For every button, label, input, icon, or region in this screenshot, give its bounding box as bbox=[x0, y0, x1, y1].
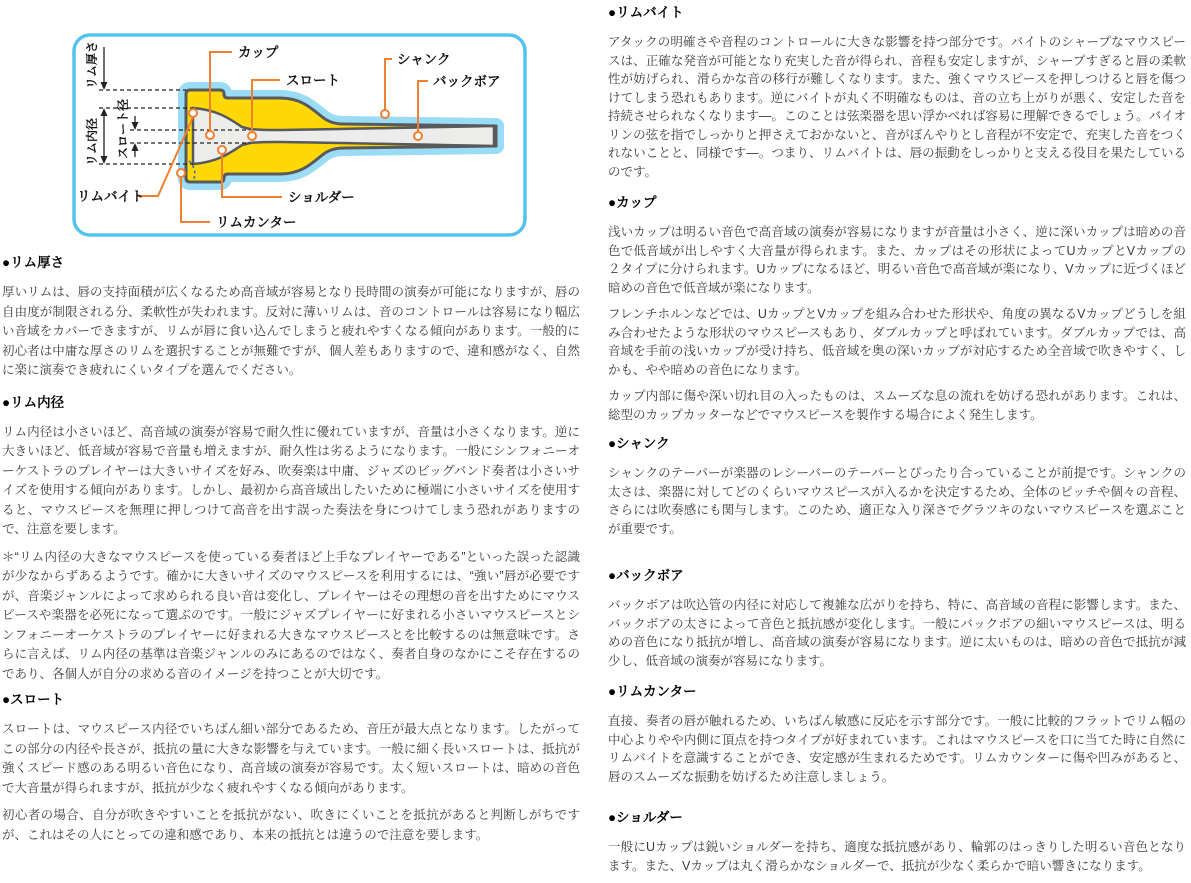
rim-thickness-label: リム厚さ bbox=[85, 40, 99, 89]
section-paragraph: 浅いカップは明るい音色で高音域の演奏が容易になりますが音量は小さく、逆に深いカップは暗めの音色で低音域が出しやすく大音量が得られます。また、カップはその形状によってUカップとVカップの２タイプに分けられます。Uカップになるほど、明るい音色で高音域が楽になり、Vカップに近づくほど暗めの音色で低音域が楽になります。 bbox=[608, 225, 1186, 295]
section-heading: ●バックボア bbox=[608, 568, 684, 583]
section-heading: ●カップ bbox=[608, 195, 657, 210]
section-heading: ●リム内径 bbox=[2, 394, 65, 410]
rim-contour-point bbox=[177, 169, 185, 177]
section-heading: ●シャンク bbox=[608, 436, 670, 451]
section-shank bbox=[608, 436, 1186, 538]
section-paragraph: リム内径は小さいほど、高音域の演奏が容易で耐久性に優れていますが、音量は小さくなります。逆に大きいほど、低音域が容易で音量も増えますが、耐久性は劣るようになります。一般にシンフォニーオーケストラのプレイヤーは大きいサイズを好み、吹奏楽は中庸、ジャズのビッグバンド奏者は小さいサイズを使用する傾向があります。しかし、最初から高音域出したいために極端に小さいサイズを使用すると、マウスピースを無理に押しつけて高音を出す誤った奏法を身につけてしまう恐れがありますので、注意を要します。 bbox=[2, 424, 580, 536]
rim-bite-point bbox=[189, 109, 197, 117]
section-paragraph: カップ内部に傷や深い切れ目の入ったものは、スムーズな息の流れを妨げる恐れがあります。これは、総型のカップカッターなどでマウスピースを製作する場合によく発生します。 bbox=[608, 389, 1186, 422]
section-paragraph: アタックの明確さや音程のコントロールに大きな影響を持つ部分です。バイトのシャープなマウスピースは、正確な発音が可能となり充実した音が得られ、音程も安定しますが、シャープすぎると唇の柔軟性が妨げられ、滑らかな音の移行が難しくなります。また、強くマウスピースを押しつけると唇を傷つけてしまう恐れもあります。逆にバイトが丸く不明確なものは、音の立ち上がりが悪く、安定した音を持続させられなくなります―。このことは弦楽器を思い浮かべれば容易に理解できるでしょう。バイオリンの弦を指でしっかりと押さえておかないと、音がぼんやりとし音程が不安定で、充実した音をつくれないことと、同様です―。つまり、リムバイトは、唇の振動をしっかりと支える役目を果たしているのです。 bbox=[608, 35, 1186, 179]
section-heading: ●リム厚さ bbox=[2, 255, 65, 270]
mouthpiece-diagram bbox=[72, 33, 527, 237]
section-backbore bbox=[608, 568, 1186, 670]
mouthpiece-diagram-svg bbox=[72, 33, 527, 237]
throat-point bbox=[248, 132, 256, 140]
section-paragraph: 一般にUカップは鋭いショルダーを持ち、適度な抵抗感があり、輪郭のはっきりした明るい音色となります。また、Vカップは丸く滑らかなショルダーで、抵抗が少なく柔らかで暗い響きになります。 bbox=[608, 840, 1186, 873]
section-paragraph: スロートは、マウスピース内径でいちばん細い部分であるため、音圧が最大点となります。したがってこの部分の内径や長さが、抵抗の量に大きな影響を与えています。一般に細く長いスロートは、抵抗が強くスピード感のある明るい音色になり、高音域の演奏が容易です。太く短いスロートは、暗めの音色で大音量が得られますが、抵抗が少なく疲れやすくなる傾向があります。 bbox=[2, 722, 580, 795]
section-paragraph: シャンクのテーパーが楽器のレシーバーのテーパーとぴったり合っていることが前提です。シャンクの太さは、楽器に対してどのくらいマウスピースが入るかを決定するため、全体のピッチや個々の音程、さらには吹奏感にも関与します。このため、適正な入り深さでグラツキのないマウスピースを選ぶことが重要です。 bbox=[608, 466, 1186, 536]
section-shoulder bbox=[608, 810, 1186, 875]
shank-label: シャンク bbox=[397, 52, 451, 67]
cup-label: カップ bbox=[238, 45, 279, 60]
section-rim-thickness bbox=[2, 255, 580, 381]
throat-label: スロート bbox=[286, 73, 340, 88]
left-column bbox=[2, 0, 580, 853]
section-rim-bite bbox=[608, 5, 1186, 181]
section-paragraph: フレンチホルンなどでは、UカップとVカップを組み合わせた形状や、角度の異なるVカップどうしを組み合わせたような形状のマウスピースもあり、ダブルカップと呼ばれています。ダブルカップでは、高音域を手前の浅いカップが受け持ち、低音域を奥の深いカップが対応するため全音域で吹きやすく、しかも、やや暗めの音色になります。 bbox=[608, 307, 1186, 377]
cup-point bbox=[206, 131, 214, 139]
backbore-label: バックボア bbox=[433, 74, 501, 89]
section-throat bbox=[2, 692, 580, 845]
backbore-point bbox=[414, 132, 422, 140]
section-heading: ●スロート bbox=[2, 692, 65, 707]
section-paragraph: 初心者の場合、自分が吹きやすいことを抵抗がない、吹きにくいことを抵抗があると判断しがちですが、これはその人にとっての違和感であり、本来の抵抗とは違うので注意を要します。 bbox=[2, 808, 580, 842]
throat-diameter-label: スロート径 bbox=[116, 98, 130, 159]
rim-bite-label: リムバイト bbox=[77, 189, 145, 204]
section-paragraph: 厚いリムは、唇の支持面積が広くなるため高音域が容易となり長時間の演奏が可能になりますが、唇の自由度が制限される分、柔軟性が失われます。反対に薄いリムは、音のコントロールは容易になり幅広い音域をカバーできますが、リムが唇に食い込んでしまうと疲れやすくなる傾向があります。一般的に初心者は中庸な厚さのリムを選択することが無難ですが、個人差もありますので、違和感がなく、自然に楽に演奏でき疲れにくいタイプを選んでください。 bbox=[2, 285, 580, 377]
shoulder-label: ショルダー bbox=[288, 190, 355, 205]
rim-contour-label: リムカンター bbox=[216, 215, 297, 230]
section-paragraph: 直接、奏者の唇が触れるため、いちばん敏感に反応を示す部分です。一般に比較的フラットでリム幅の中心よりやや内側に頂点を持つタイプが好まれています。これはマウスピースを口に当てた時に自然にリムバイトを意識することができ、安定感が生まれるためです。リムカウンターに傷や凹みがあると、唇のスムーズな振動を妨げるため注意しましょう。 bbox=[608, 714, 1186, 784]
shoulder-point bbox=[218, 146, 226, 154]
right-column bbox=[608, 0, 1186, 883]
section-paragraph: ＊“リム内径の大きなマウスピースを使っている奏者ほど上手なプレイヤーである”といった誤った認識が少なからずあるようです。確かに大きいサイズのマウスピースを利用するには、“強い”唇が必要ですが、音楽ジャンルによって求められる良い音は変化し、プレイヤーはその理想の音を出すためにマウスピースや楽器を必死になって選ぶのです。一般にジャズプレイヤーに好まれる小さいマウスピースとシンフォニーオーケストラのプレイヤーに好まれる大きなマウスピースとを比較するのは無意味です。さらに言えば、リム内径の基準は音楽ジャンルのみにあるのではなく、奏者自身のなかにこそ存在するのであり、各個人が自分の求める音のイメージを持つことが大切です。 bbox=[2, 549, 580, 681]
section-heading: ●リムカンター bbox=[608, 684, 697, 699]
section-paragraph: バックボアは吹込管の内径に対応して複雑な広がりを持ち、特に、高音域の音程に影響します。また、バックボアの太さによって音色と抵抗感が変化します。一般にバックボアの細いマウスピースは、明るめの音色になり抵抗が増し、高音域の演奏が容易になります。逆に太いものは、暗めの音色で抵抗が減少し、低音域の演奏が容易になります。 bbox=[608, 598, 1186, 668]
shank-point bbox=[381, 110, 389, 118]
section-rim-contour bbox=[608, 684, 1186, 786]
section-heading: ●リムバイト bbox=[608, 5, 684, 20]
section-cup bbox=[608, 195, 1186, 424]
rim-inner-diameter-label: リム内径 bbox=[85, 117, 99, 166]
section-rim-inner-diameter bbox=[2, 395, 580, 685]
section-heading: ●ショルダー bbox=[608, 810, 683, 825]
